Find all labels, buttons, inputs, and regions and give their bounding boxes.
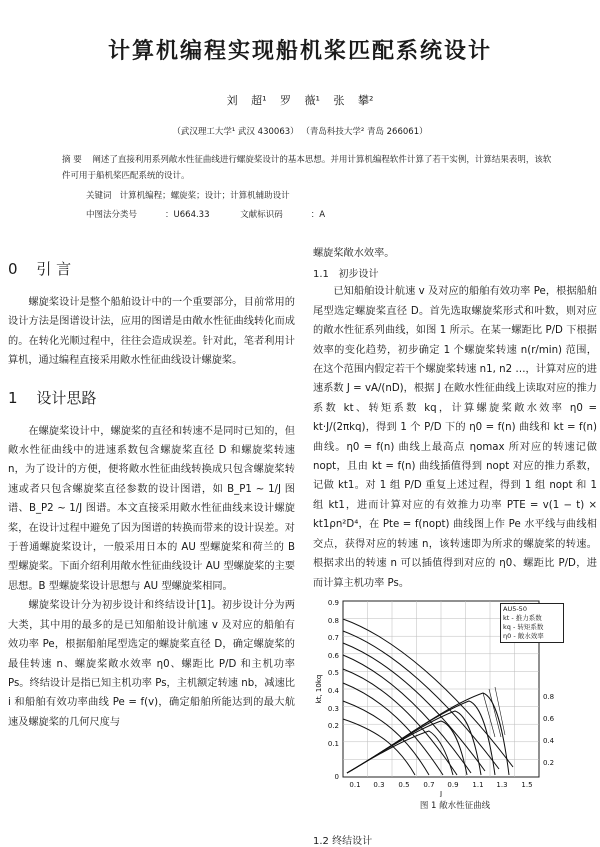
legend-item-eta: η0 - 敞水效率 — [503, 631, 544, 640]
subsection-1-2-heading: 1.2 终结设计 — [313, 836, 373, 847]
eta-curve-3 — [347, 711, 481, 775]
x-tick: 0.5 — [398, 780, 410, 789]
left-column — [8, 252, 295, 732]
abstract-label: 摘 要 — [62, 155, 82, 165]
x-tick: 1.1 — [472, 780, 484, 789]
x-tick: 0.7 — [423, 780, 435, 789]
y-tick: 0.8 — [327, 616, 339, 625]
section-1-title: 设计思路 — [36, 388, 97, 407]
doc-code-value: A — [319, 210, 326, 220]
section-0-paragraph: 螺旋桨设计是整个船舶设计中的一个重要部分，目前常用的设计方法是图谱设计法，应用的图谱是由敞水性征曲线转化而成的。在转化光顺过程中，往往会造成误差。针对此，笔者利用计算机，通过编程直接采用敞水性征曲线设计螺旋桨。 — [8, 297, 295, 367]
y-tick: 0.3 — [327, 704, 339, 713]
affiliations: （武汉理工大学¹ 武汉 430063） （青岛科技大学² 青岛 266061） — [172, 127, 428, 137]
y-tick: 0.5 — [327, 668, 339, 677]
x-tick: 0.9 — [447, 780, 459, 789]
y-tick: 0 — [334, 772, 339, 781]
subsection-1-1-title: 初步设计 — [338, 269, 379, 281]
y-right-tick: 0.8 — [543, 692, 555, 701]
abstract — [62, 152, 552, 184]
section-0-title: 引 言 — [36, 260, 72, 278]
legend-item-kt: kt - 推力系数 — [503, 613, 542, 622]
eta-curve-4 — [347, 721, 467, 775]
x-tick: 1.5 — [521, 780, 533, 789]
x-tick: 1.3 — [496, 780, 508, 789]
legend-title: AU5-50 — [503, 604, 527, 613]
section-1-heading — [8, 387, 295, 408]
y-tick: 0.9 — [327, 598, 339, 607]
x-tick: 0.1 — [349, 780, 361, 789]
y-right-tick: 0.4 — [543, 736, 555, 745]
chart-legend — [500, 603, 564, 643]
subsection-1-1-number: 1.1 — [313, 269, 329, 281]
continued-text: 螺旋桨敞水效率。 — [313, 248, 395, 259]
authors: 刘 超¹ 罗 薇¹ 张 攀² — [226, 94, 374, 107]
y-tick: 0.2 — [327, 721, 339, 730]
y-right-tick: 0.6 — [543, 714, 555, 723]
figure-1 — [313, 597, 597, 797]
curve-8 — [343, 719, 415, 775]
curve-1 — [343, 619, 513, 767]
subsection-1-1-paragraph: 已知船舶设计航速 v 及对应的船舶有效功率 Pe，根据船舶尾型选定螺旋桨直径 D。首先选取螺旋桨形式和叶数，则对应的敞水性征系列曲线，如图 1 所示。在某一螺距比 P/D 下根据效率的变化趋势，初步确定 1 个螺旋桨转速 n(r/min) 范围，在这个范围内假定若干个螺旋桨转速 n1, n2 …，计算对应的进速系数 J = vA/(nD)，根据 J 在敞水性征曲线上读取对应的推力系数 kt、转矩系数 kq，计算螺旋桨敞水效率 η0 = kt·J/(2πkq)，得到 1 个 P/D 下的 η0 = f(n) 曲线和 kt = f(n) 曲线。η0 = f(n) 曲线上最高点 ηomax 所对应的转速记做 nopt，且由 kt = f(n) 曲线插值得到 nopt 对应的推力系数，记做 kt1。对 1 组 P/D 重复上述过程，得到 1 组 nopt 和 1 组 kt1，进而计算对应的有效推力功率 PTE = v(1 − t) × kt1ρn²D⁴，在 Pte = f(nopt) 曲线图上作 Pe 水平线与曲线相交点，获得对应的转速 n，该转速即为所求的螺旋桨的转速。根据求出的转速 n 可以插值得到对应的 η0、螺距比 P/D，进而计算主机功率 Ps。 — [313, 286, 597, 589]
x-tick: 0.3 — [373, 780, 385, 789]
abstract-text: 阐述了直接利用系列敞水性征曲线进行螺旋桨设计的基本思想。并用计算机编程软件计算了若干实例，计算结果表明，该软件可用于船机桨匹配系统的设计。 — [62, 155, 552, 181]
section-0-heading — [8, 258, 295, 279]
curve-4 — [343, 655, 471, 773]
y-tick: 0.6 — [327, 651, 339, 660]
curve-5 — [343, 669, 457, 775]
clc-value: U664.33 — [173, 210, 210, 220]
curve-6 — [343, 683, 443, 775]
section-1-paragraph-1: 在螺旋桨设计中，螺旋桨的直径和转速不是同时已知的，但敞水性征曲线中的进速系数包含螺旋桨直径 D 和螺旋桨转速 n，为了设计的方便，便将敞水性征曲线转换成只包含螺旋桨转速或者只包含螺旋桨直径参数的设计图谱，如 B_P1 ~ 1/J 图谱、B_P2 ~ 1/J 图谱。本文直接采用敞水性征曲线来设计螺旋桨，在设计过程中避免了因为图谱的转换而带来的设计误差。对于普通螺旋桨设计，一般采用日本的 AU 型螺旋桨和荷兰的 B 型螺旋桨。下面介绍利用敞水性征曲线设计 AU 型螺旋桨的主要思想。B 型螺旋桨设计思想与 AU 型螺旋桨相同。 — [8, 425, 295, 592]
classification: 中图法分类号 ：U664.33 文献标识码 ：A — [86, 210, 326, 220]
keywords-label: 关键词 — [86, 191, 112, 201]
legend-item-kq: kq - 转矩系数 — [503, 622, 544, 631]
x-axis-label: J — [439, 789, 443, 797]
section-0-number: 0 — [8, 260, 18, 278]
y-axis-label: kt, 10kq — [315, 674, 323, 704]
y-tick: 0.7 — [327, 633, 339, 642]
curve-family-coefficients — [343, 619, 513, 775]
paper-title: 计算机编程实现船机桨匹配系统设计 — [107, 39, 492, 64]
keywords — [86, 189, 290, 201]
clc-label: 中图法分类号 — [86, 210, 138, 220]
keywords-text: 计算机编程；螺旋桨；设计；计算机辅助设计 — [119, 191, 290, 201]
eta-curve-1 — [347, 693, 509, 775]
eta-curve-5 — [347, 731, 453, 775]
y-tick: 0.4 — [327, 686, 339, 695]
section-1-paragraph-2: 螺旋桨设计分为初步设计和终结设计[1]。初步设计分为两大类，其中用的最多的是已知船舶设计航速 v 及对应的船舶有效功率 Pe，根据船舶尾型选定的螺旋桨直径 D，确定螺旋桨的最佳转速 n、螺旋桨敞水效率 η0、螺距比 P/D 和主机功率 Ps。终结设计是指已知主机功率 Ps，主机额定转速 nb，减速比 i 和船舶有效功率曲线 Pe = f(v)，确定船舶所能达到的最大航速及螺旋桨的几何尺度与 — [8, 600, 295, 728]
y-tick: 0.1 — [327, 739, 339, 748]
curve-family-efficiency — [347, 693, 509, 775]
subsection-1-1-heading — [313, 265, 597, 280]
y-right-tick: 0.2 — [543, 758, 555, 767]
section-1-number: 1 — [8, 388, 18, 407]
figure-caption: 图 1 敞水性征曲线 — [419, 800, 491, 811]
right-column — [313, 244, 597, 811]
doc-code-label: 文献标识码 — [240, 210, 283, 220]
